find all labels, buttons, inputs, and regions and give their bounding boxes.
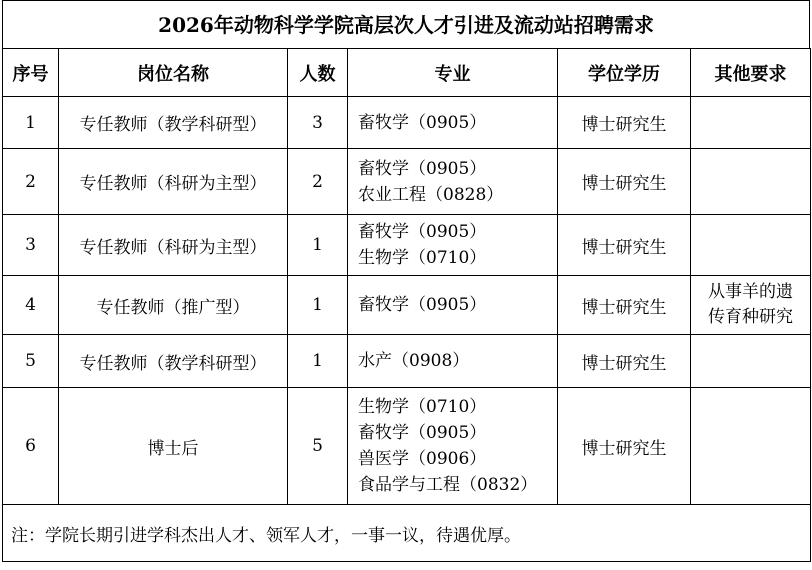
header-row	[3, 49, 811, 97]
cell-no: 3	[3, 215, 59, 276]
cell-count: 1	[288, 276, 348, 335]
cell-degree: 博士研究生	[558, 97, 691, 149]
cell-no: 6	[3, 388, 59, 505]
table-row	[3, 388, 811, 505]
cell-no: 2	[3, 149, 59, 215]
major-line: 水产（0908）	[358, 351, 470, 371]
cell-degree: 博士研究生	[558, 215, 691, 276]
cell-major	[348, 388, 558, 505]
major-line: 生物学（0710）	[358, 397, 487, 417]
document-title: 2026年动物科学学院高层次人才引进及流动站招聘需求	[2, 0, 810, 48]
cell-count: 3	[288, 97, 348, 149]
major-line: 畜牧学（0905）	[358, 112, 487, 133]
cell-other	[691, 335, 811, 388]
major-line: 兽医学（0906）	[358, 449, 487, 469]
cell-position: 专任教师（教学科研型）	[59, 97, 288, 149]
cell-degree: 博士研究生	[558, 149, 691, 215]
table-row	[3, 215, 811, 276]
header-position: 岗位名称	[59, 49, 288, 97]
table-row	[3, 149, 811, 215]
major-line: 农业工程（0828）	[358, 184, 504, 205]
footnote: 注：学院长期引进学科杰出人才、领军人才，一事一议，待遇优厚。	[3, 505, 811, 562]
cell-major	[348, 215, 558, 276]
major-line: 畜牧学（0905）	[358, 222, 487, 242]
header-major: 专业	[348, 49, 558, 97]
header-other: 其他要求	[691, 49, 811, 97]
cell-count: 1	[288, 215, 348, 276]
other-line: 从事羊的遗	[708, 282, 793, 302]
cell-position: 专任教师（科研为主型）	[59, 149, 288, 215]
table-row	[3, 335, 811, 388]
cell-count: 2	[288, 149, 348, 215]
cell-other	[691, 215, 811, 276]
table-row	[3, 276, 811, 335]
cell-position: 专任教师（科研为主型）	[59, 215, 288, 276]
cell-count: 5	[288, 388, 348, 505]
cell-no: 5	[3, 335, 59, 388]
cell-count: 1	[288, 335, 348, 388]
header-count: 人数	[288, 49, 348, 97]
cell-major	[348, 335, 558, 388]
cell-major	[348, 97, 558, 149]
cell-position: 专任教师（推广型）	[59, 276, 288, 335]
header-no: 序号	[3, 49, 59, 97]
cell-other	[691, 388, 811, 505]
major-line: 生物学（0710）	[358, 248, 487, 268]
table-row	[3, 97, 811, 149]
note-row	[3, 505, 811, 562]
cell-no: 1	[3, 97, 59, 149]
major-line: 畜牧学（0905）	[358, 295, 487, 315]
major-line: 畜牧学（0905）	[358, 423, 487, 443]
major-line: 食品学与工程（0832）	[358, 475, 538, 495]
cell-no: 4	[3, 276, 59, 335]
cell-other	[691, 97, 811, 149]
cell-degree: 博士研究生	[558, 276, 691, 335]
header-degree: 学位学历	[558, 49, 691, 97]
cell-other	[691, 276, 811, 335]
cell-degree: 博士研究生	[558, 388, 691, 505]
cell-position: 专任教师（教学科研型）	[59, 335, 288, 388]
major-line: 畜牧学（0905）	[358, 158, 487, 179]
cell-other	[691, 149, 811, 215]
cell-major	[348, 149, 558, 215]
other-line: 传育种研究	[708, 307, 793, 327]
recruitment-sheet	[2, 0, 810, 562]
cell-major	[348, 276, 558, 335]
cell-position: 博士后	[59, 388, 288, 505]
recruitment-table	[2, 48, 811, 562]
cell-degree: 博士研究生	[558, 335, 691, 388]
